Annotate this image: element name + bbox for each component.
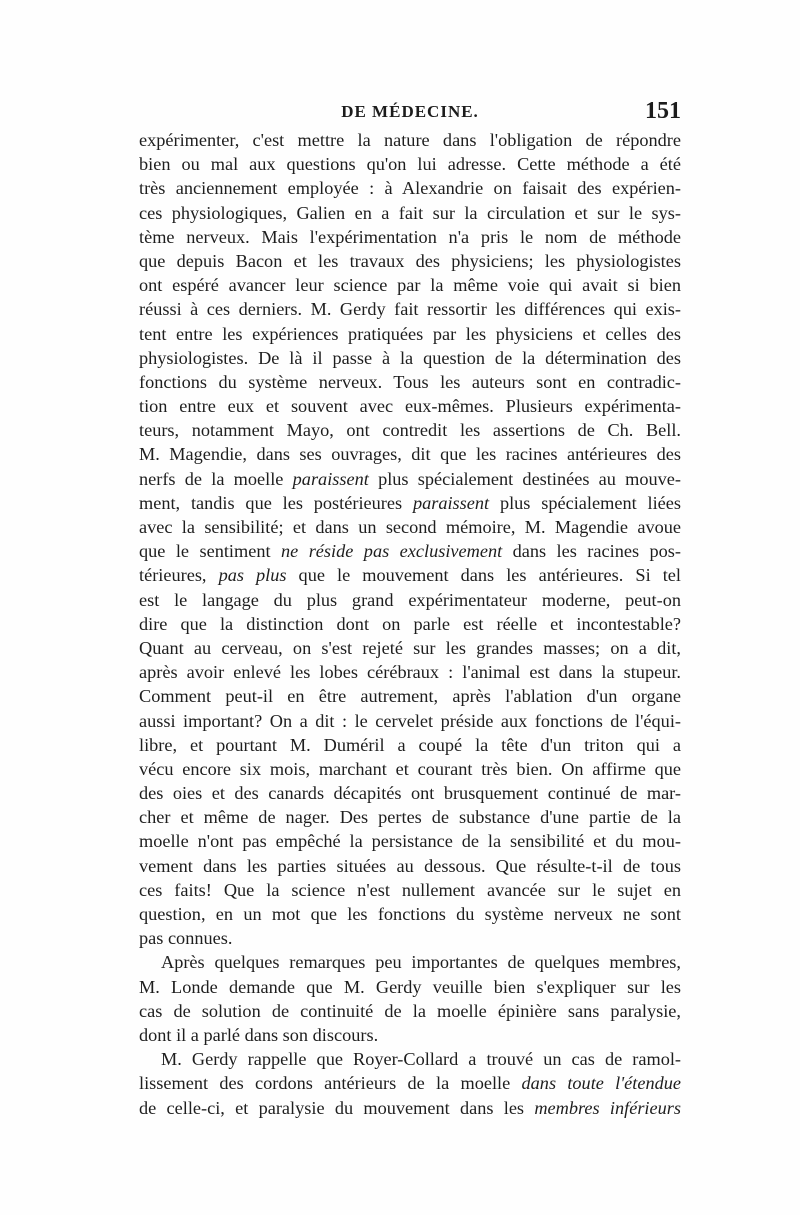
page-number: 151 [645, 98, 681, 124]
text-segment: libre, et pourtant M. Duméril a coupé la tête d'un triton qui a [139, 734, 681, 755]
text-segment: dire que la distinction dont on parle est réelle et incontestable? [139, 613, 681, 634]
text-line [139, 902, 681, 926]
text-line [139, 418, 681, 442]
text-segment: tent entre les expériences pratiquées par les physiciens et celles des [139, 323, 681, 344]
text-segment: pas connues. [139, 928, 233, 949]
text-line [139, 878, 681, 902]
text-line [139, 152, 681, 176]
text-line [139, 225, 681, 249]
text-line [139, 515, 681, 539]
text-line [139, 612, 681, 636]
text-segment: que depuis Bacon et les travaux des physiciens; les physiologistes [139, 250, 681, 271]
text-segment: lissement des cordons antérieurs de la moelle [139, 1073, 522, 1094]
text-segment: des oies et des canards décapités ont brusquement continué de mar- [139, 783, 681, 804]
text-segment: M. Londe demande que M. Gerdy veuille bien s'expliquer sur les [139, 976, 681, 997]
text-segment: de celle-ci, et paralysie du mouvement dans les [139, 1097, 535, 1118]
italic-text: pas plus [218, 565, 287, 586]
text-segment: cas de solution de continuité de la moelle épinière sans paralysie, [139, 1000, 681, 1021]
text-segment: que le sentiment [139, 541, 281, 562]
text-line [139, 176, 681, 200]
italic-text: membres inférieurs [534, 1097, 681, 1118]
text-line [139, 636, 681, 660]
text-line [139, 249, 681, 273]
text-segment: dont il a parlé dans son discours. [139, 1024, 379, 1045]
text-segment: après avoir enlevé les lobes cérébraux : l'animal est dans la stupeur. [139, 662, 681, 683]
text-segment: que le mouvement dans les antérieures. Si tel [286, 565, 681, 586]
text-line [139, 442, 681, 466]
text-segment: Comment peut-il en être autrement, après l'ablation d'un organe [139, 686, 681, 707]
text-segment: M. Magendie, dans ses ouvrages, dit que les racines antérieures des [139, 444, 681, 465]
text-line [139, 1071, 681, 1095]
text-segment: M. Gerdy rappelle que Royer-Collard a trouvé un cas de ramol- [161, 1049, 681, 1070]
text-line [139, 588, 681, 612]
italic-text: paraissent [292, 468, 369, 489]
text-segment: teurs, notamment Mayo, ont contredit les assertions de Ch. Bell. [139, 420, 681, 441]
text-line [139, 491, 681, 515]
text-segment: expérimenter, c'est mettre la nature dans l'obligation de répondre [139, 130, 681, 150]
text-segment: tème nerveux. Mais l'expérimentation n'a pris le nom de méthode [139, 226, 681, 247]
text-line [139, 950, 681, 974]
text-line [139, 370, 681, 394]
text-line [139, 781, 681, 805]
text-segment: très anciennement employée : à Alexandrie on faisait des expérien- [139, 178, 681, 199]
text-line [139, 1096, 681, 1120]
text-segment: Quant au cerveau, on s'est rejeté sur les grandes masses; on a dit, [139, 637, 681, 658]
text-segment: question, en un mot que les fonctions du système nerveux ne sont [139, 904, 681, 924]
text-segment: plus spécialement liées [489, 492, 681, 513]
text-line [139, 805, 681, 829]
text-segment: ont espéré avancer leur science par la même voie qui avait si bien [139, 275, 681, 296]
text-segment: moelle n'ont pas empêché la persistance de la sensibilité et du mou- [139, 831, 681, 852]
text-line [139, 128, 681, 152]
text-segment: ces physiologiques, Galien en a fait sur la circulation et sur le sys- [139, 202, 681, 223]
text-segment: vécu encore six mois, marchant et courant très bien. On affirme que [139, 758, 681, 779]
text-segment: bien ou mal aux questions qu'on lui adresse. Cette méthode a été [139, 154, 681, 175]
text-line [139, 467, 681, 491]
text-segment: térieures, [139, 565, 219, 586]
text-line [139, 660, 681, 684]
italic-text: ne réside pas exclusivement [281, 541, 503, 562]
text-line [139, 999, 681, 1023]
text-segment: plus spécialement destinées au mouve- [368, 468, 681, 489]
text-segment: vement dans les parties situées au dessous. Que résulte-t-il de tous [139, 855, 681, 876]
text-segment: nerfs de la moelle [139, 468, 293, 489]
text-segment: dans les racines pos- [502, 541, 681, 562]
italic-text: dans toute l'étendue [521, 1073, 681, 1094]
body-text [139, 128, 681, 1120]
text-line [139, 273, 681, 297]
text-line [139, 1047, 681, 1071]
text-line [139, 854, 681, 878]
text-line [139, 709, 681, 733]
text-segment: cher et même de nager. Des pertes de substance d'une partie de la [139, 807, 681, 828]
text-line [139, 829, 681, 853]
text-line [139, 346, 681, 370]
text-segment: fonctions du système nerveux. Tous les auteurs sont en contradic- [139, 371, 681, 392]
text-line [139, 926, 681, 950]
text-line [139, 975, 681, 999]
text-line [139, 757, 681, 781]
text-segment: avec la sensibilité; et dans un second mémoire, M. Magendie avoue [139, 517, 681, 537]
text-line [139, 733, 681, 757]
text-segment: aussi important? On a dit : le cervelet préside aux fonctions de l'équi- [139, 710, 681, 731]
text-segment: est le langage du plus grand expérimentateur moderne, peut-on [139, 589, 681, 610]
text-segment: ment, tandis que les postérieures [139, 492, 413, 513]
text-segment: tion entre eux et souvent avec eux-mêmes. Plusieurs expérimenta- [139, 396, 681, 417]
text-line [139, 563, 681, 587]
text-segment: Après quelques remarques peu importantes de quelques membres, [161, 952, 681, 973]
text-line [139, 297, 681, 321]
text-line [139, 201, 681, 225]
text-line [139, 322, 681, 346]
text-line [139, 394, 681, 418]
italic-text: paraissent [412, 492, 490, 513]
text-segment: réussi à ces derniers. M. Gerdy fait ressortir les différences qui exis- [139, 299, 681, 320]
text-segment: physiologistes. De là il passe à la question de la détermination des [139, 347, 681, 368]
running-head [139, 98, 681, 130]
text-segment: ces faits! Que la science n'est nullement avancée sur le sujet en [139, 879, 681, 900]
text-line [139, 684, 681, 708]
text-line [139, 1023, 681, 1047]
text-line [139, 539, 681, 563]
running-title: DE MÉDECINE. [341, 102, 479, 121]
